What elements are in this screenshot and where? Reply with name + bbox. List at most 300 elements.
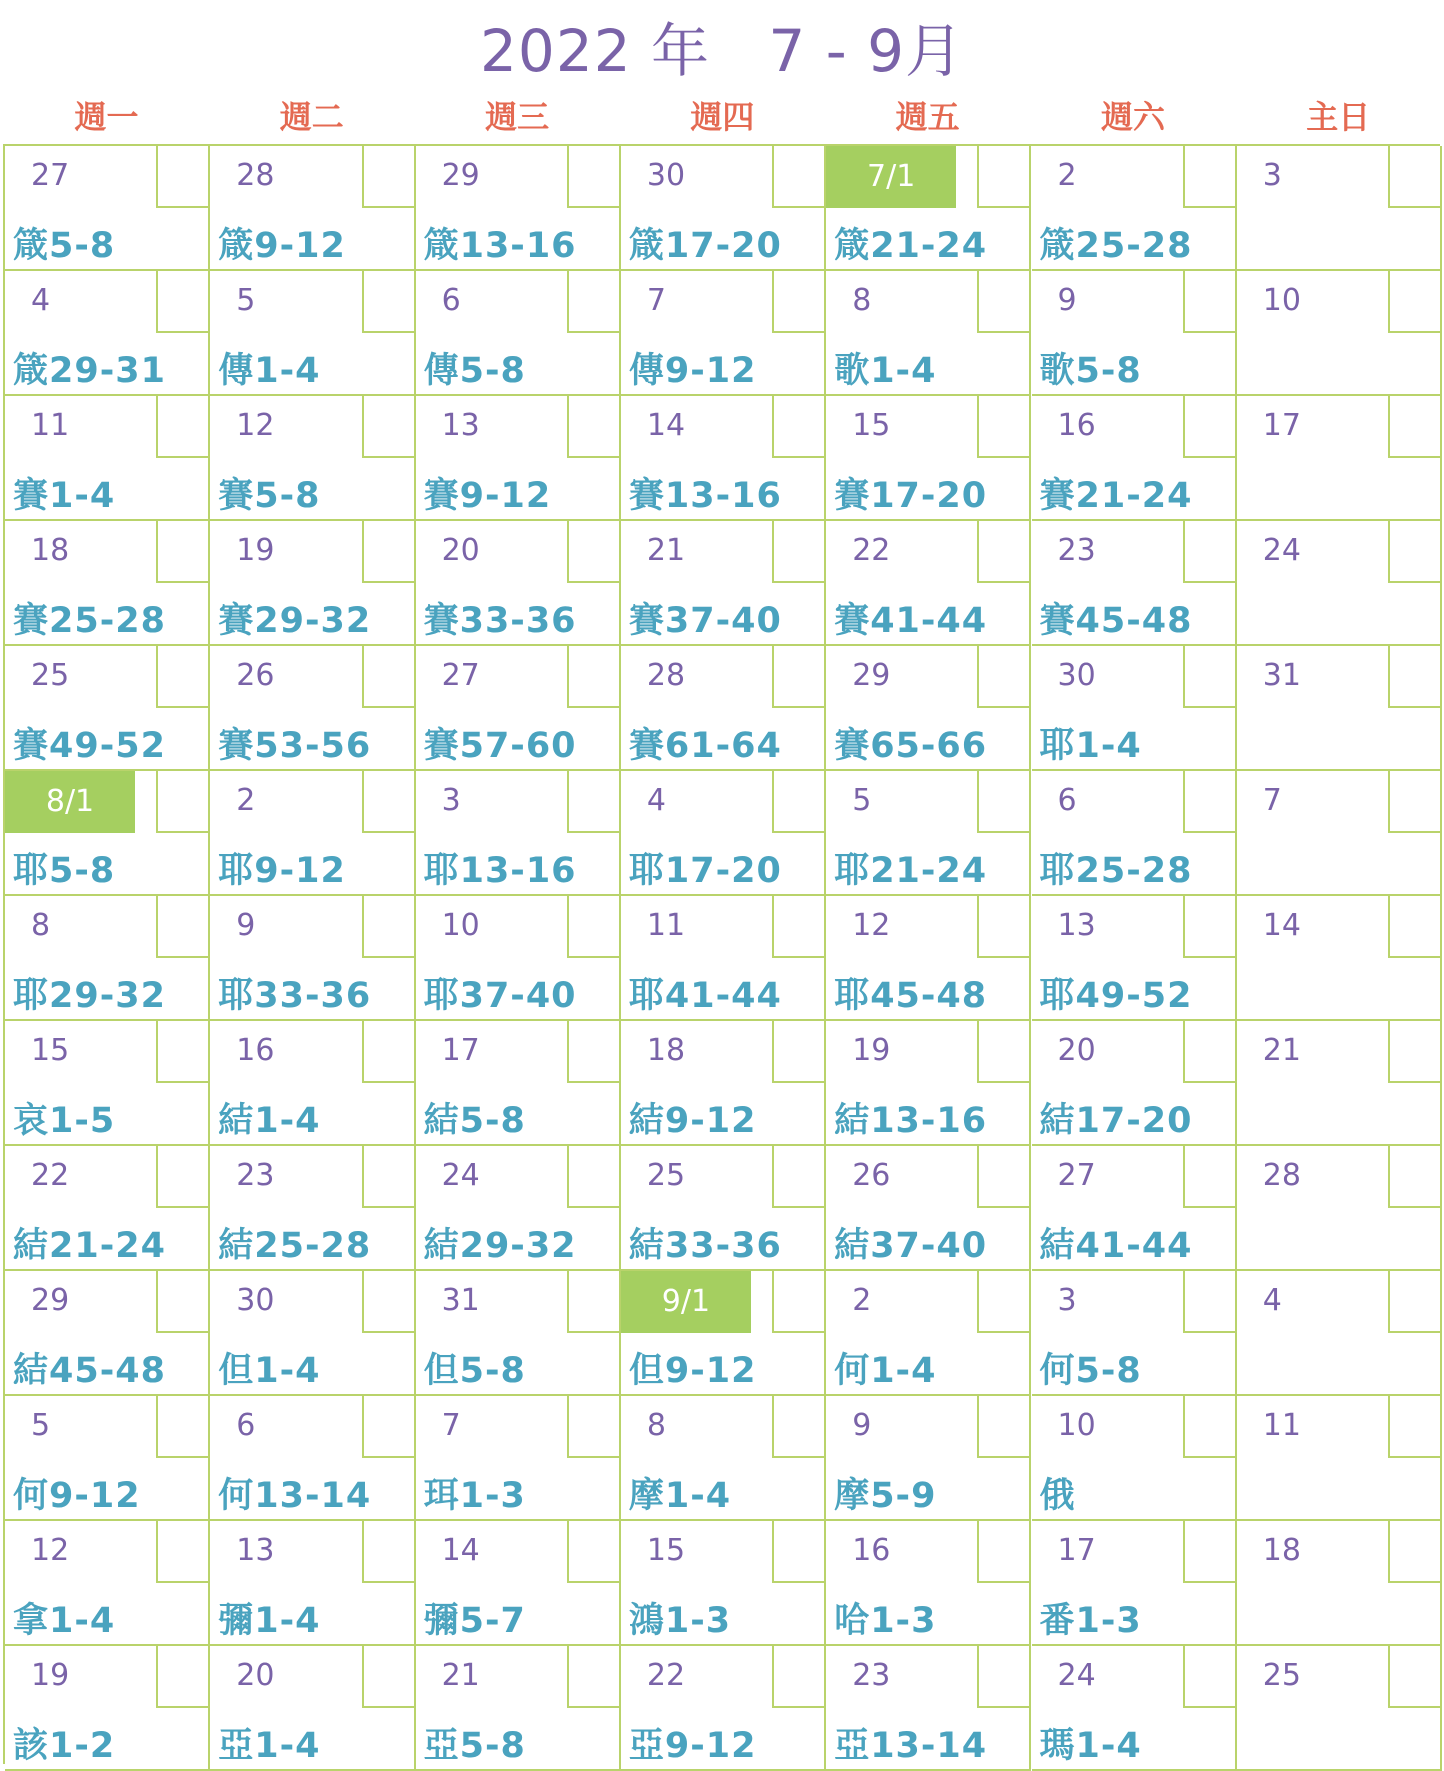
checkbox[interactable] bbox=[977, 646, 1029, 708]
checkbox[interactable] bbox=[977, 896, 1029, 958]
checkbox[interactable] bbox=[1183, 521, 1235, 583]
checkbox[interactable] bbox=[156, 896, 208, 958]
reading-passage: 賽57-60 bbox=[423, 726, 577, 766]
day-cell bbox=[210, 146, 415, 271]
day-cell bbox=[826, 1271, 1031, 1396]
day-number: 6 bbox=[1057, 783, 1077, 818]
day-number: 18 bbox=[1262, 1533, 1301, 1568]
checkbox[interactable] bbox=[156, 1271, 208, 1333]
day-number: 5 bbox=[31, 1408, 51, 1443]
checkbox[interactable] bbox=[567, 896, 619, 958]
day-number: 11 bbox=[31, 408, 70, 443]
title-year: 2022 年 bbox=[480, 17, 711, 85]
checkbox[interactable] bbox=[567, 646, 619, 708]
weekday-header: 週五 bbox=[895, 98, 960, 136]
reading-passage: 耶29-32 bbox=[13, 976, 166, 1016]
day-number: 2 bbox=[236, 783, 256, 818]
reading-passage: 耶5-8 bbox=[13, 851, 116, 891]
day-cell bbox=[210, 1521, 415, 1646]
reading-passage: 結45-48 bbox=[13, 1351, 166, 1391]
day-number: 5 bbox=[852, 783, 872, 818]
day-number: 14 bbox=[646, 408, 686, 443]
day-number: 30 bbox=[1057, 658, 1096, 693]
day-number: 14 bbox=[1262, 908, 1301, 943]
checkbox[interactable] bbox=[977, 396, 1029, 458]
day-cell bbox=[621, 271, 826, 396]
reading-passage: 結33-36 bbox=[628, 1226, 782, 1266]
day-number: 19 bbox=[31, 1658, 70, 1693]
reading-passage: 耶9-12 bbox=[218, 851, 346, 891]
weekday-header: 週一 bbox=[74, 98, 139, 136]
day-cell bbox=[210, 896, 415, 1021]
day-number: 9 bbox=[852, 1408, 872, 1443]
checkbox[interactable] bbox=[1388, 521, 1440, 583]
reading-passage: 彌1-4 bbox=[218, 1601, 321, 1641]
reading-passage: 結37-40 bbox=[834, 1226, 988, 1266]
day-cell bbox=[826, 1146, 1031, 1271]
checkbox[interactable] bbox=[1388, 1146, 1440, 1208]
checkbox[interactable] bbox=[362, 646, 414, 708]
checkbox[interactable] bbox=[567, 146, 619, 208]
checkbox[interactable] bbox=[362, 1521, 414, 1583]
day-number: 11 bbox=[646, 908, 686, 943]
reading-passage: 結5-8 bbox=[423, 1101, 526, 1141]
checkbox[interactable] bbox=[156, 271, 208, 333]
day-cell bbox=[5, 1646, 210, 1771]
day-number: 23 bbox=[236, 1158, 275, 1193]
day-cell bbox=[826, 1521, 1031, 1646]
day-number: 15 bbox=[646, 1533, 686, 1568]
day-number: 16 bbox=[236, 1033, 275, 1068]
weekday-header: 週三 bbox=[485, 98, 550, 136]
day-cell bbox=[1032, 396, 1237, 521]
day-number: 9 bbox=[236, 908, 256, 943]
day-number: 13 bbox=[236, 1533, 275, 1568]
day-cell bbox=[1032, 1396, 1237, 1521]
day-cell bbox=[210, 771, 415, 896]
day-cell bbox=[1032, 521, 1237, 646]
day-cell bbox=[416, 146, 621, 271]
day-cell bbox=[210, 1646, 415, 1771]
reading-passage: 箴25-28 bbox=[1039, 226, 1193, 266]
reading-passage: 亞13-14 bbox=[834, 1726, 988, 1766]
day-cell bbox=[621, 1146, 826, 1271]
day-cell bbox=[1032, 896, 1237, 1021]
checkbox[interactable] bbox=[567, 1646, 619, 1708]
day-cell bbox=[5, 396, 210, 521]
checkbox[interactable] bbox=[772, 396, 824, 458]
checkbox[interactable] bbox=[1388, 646, 1440, 708]
day-number: 10 bbox=[441, 908, 480, 943]
checkbox[interactable] bbox=[362, 771, 414, 833]
day-number: 12 bbox=[852, 908, 891, 943]
day-number: 4 bbox=[1262, 1283, 1282, 1318]
day-cell bbox=[1237, 1396, 1442, 1521]
day-cell bbox=[5, 646, 210, 771]
day-cell bbox=[1237, 1271, 1442, 1396]
checkbox[interactable] bbox=[772, 146, 824, 208]
day-cell bbox=[5, 146, 210, 271]
reading-passage: 賽41-44 bbox=[834, 601, 988, 641]
checkbox[interactable] bbox=[567, 271, 619, 333]
checkbox[interactable] bbox=[1183, 1021, 1235, 1083]
reading-passage: 拿1-4 bbox=[13, 1601, 116, 1641]
day-number: 7 bbox=[646, 283, 666, 318]
checkbox[interactable] bbox=[362, 1146, 414, 1208]
day-number: 21 bbox=[646, 533, 686, 568]
day-number: 25 bbox=[646, 1158, 686, 1193]
checkbox[interactable] bbox=[1388, 271, 1440, 333]
reading-passage: 耶37-40 bbox=[423, 976, 577, 1016]
reading-passage: 結1-4 bbox=[218, 1101, 321, 1141]
day-cell bbox=[416, 396, 621, 521]
day-number: 22 bbox=[31, 1158, 70, 1193]
reading-passage: 箴5-8 bbox=[13, 226, 116, 266]
checkbox[interactable] bbox=[156, 1646, 208, 1708]
reading-passage: 傳1-4 bbox=[218, 351, 321, 391]
checkbox[interactable] bbox=[1183, 646, 1235, 708]
day-cell bbox=[1032, 646, 1237, 771]
day-cell bbox=[416, 646, 621, 771]
day-cell bbox=[826, 396, 1031, 521]
reading-passage: 耶33-36 bbox=[218, 976, 372, 1016]
month-start-date: 7/1 bbox=[826, 146, 956, 208]
day-number: 31 bbox=[1262, 658, 1301, 693]
checkbox[interactable] bbox=[362, 396, 414, 458]
reading-passage: 瑪1-4 bbox=[1039, 1726, 1142, 1766]
day-cell bbox=[621, 1271, 826, 1396]
day-number: 12 bbox=[31, 1533, 70, 1568]
day-cell bbox=[210, 1396, 415, 1521]
day-cell bbox=[416, 271, 621, 396]
checkbox[interactable] bbox=[1388, 771, 1440, 833]
day-cell bbox=[416, 1521, 621, 1646]
reading-passage: 結13-16 bbox=[834, 1101, 988, 1141]
day-cell bbox=[210, 271, 415, 396]
reading-passage: 俄 bbox=[1039, 1476, 1076, 1516]
checkbox[interactable] bbox=[977, 1021, 1029, 1083]
day-cell bbox=[826, 1021, 1031, 1146]
day-cell bbox=[1032, 1146, 1237, 1271]
checkbox[interactable] bbox=[977, 1646, 1029, 1708]
day-number: 4 bbox=[646, 783, 666, 818]
checkbox[interactable] bbox=[156, 1396, 208, 1458]
day-cell bbox=[416, 1646, 621, 1771]
checkbox[interactable] bbox=[1183, 1521, 1235, 1583]
page-title bbox=[0, 4, 1444, 88]
checkbox[interactable] bbox=[772, 646, 824, 708]
day-number: 29 bbox=[852, 658, 891, 693]
checkbox[interactable] bbox=[977, 146, 1029, 208]
checkbox[interactable] bbox=[1183, 771, 1235, 833]
checkbox[interactable] bbox=[567, 1521, 619, 1583]
day-number: 22 bbox=[852, 533, 891, 568]
day-number: 25 bbox=[1262, 1658, 1301, 1693]
reading-passage: 賽37-40 bbox=[628, 601, 782, 641]
reading-passage: 哈1-3 bbox=[834, 1601, 937, 1641]
reading-passage: 亞1-4 bbox=[218, 1726, 321, 1766]
day-cell bbox=[416, 1146, 621, 1271]
checkbox[interactable] bbox=[156, 646, 208, 708]
checkbox[interactable] bbox=[772, 1146, 824, 1208]
reading-passage: 該1-2 bbox=[13, 1726, 116, 1766]
day-cell bbox=[5, 521, 210, 646]
checkbox[interactable] bbox=[567, 521, 619, 583]
reading-passage: 賽5-8 bbox=[218, 476, 321, 516]
title-range: 7 - 9月 bbox=[768, 17, 964, 85]
day-number: 28 bbox=[1262, 1158, 1301, 1193]
reading-passage: 但9-12 bbox=[628, 1351, 757, 1391]
day-cell bbox=[1237, 896, 1442, 1021]
checkbox[interactable] bbox=[156, 1021, 208, 1083]
day-number: 26 bbox=[852, 1158, 891, 1193]
checkbox[interactable] bbox=[362, 146, 414, 208]
checkbox[interactable] bbox=[772, 1271, 824, 1333]
day-number: 11 bbox=[1262, 1408, 1301, 1443]
checkbox[interactable] bbox=[1388, 1271, 1440, 1333]
day-cell bbox=[621, 521, 826, 646]
reading-passage: 耶49-52 bbox=[1039, 976, 1193, 1016]
checkbox[interactable] bbox=[772, 1646, 824, 1708]
day-number: 26 bbox=[236, 658, 275, 693]
day-cell bbox=[1237, 771, 1442, 896]
day-number: 23 bbox=[1057, 533, 1096, 568]
checkbox[interactable] bbox=[772, 521, 824, 583]
checkbox[interactable] bbox=[567, 1396, 619, 1458]
day-number: 10 bbox=[1057, 1408, 1096, 1443]
day-number: 2 bbox=[1057, 158, 1077, 193]
day-cell bbox=[826, 521, 1031, 646]
checkbox[interactable] bbox=[977, 1146, 1029, 1208]
reading-passage: 何13-14 bbox=[218, 1476, 372, 1516]
day-cell bbox=[621, 146, 826, 271]
day-cell bbox=[826, 1646, 1031, 1771]
reading-passage: 結25-28 bbox=[218, 1226, 372, 1266]
reading-passage: 耶1-4 bbox=[1039, 726, 1142, 766]
day-cell bbox=[1032, 146, 1237, 271]
checkbox[interactable] bbox=[1388, 1646, 1440, 1708]
month-start-date: 9/1 bbox=[621, 1271, 751, 1333]
checkbox[interactable] bbox=[772, 1521, 824, 1583]
day-cell bbox=[826, 646, 1031, 771]
checkbox[interactable] bbox=[156, 521, 208, 583]
reading-passage: 何1-4 bbox=[834, 1351, 937, 1391]
checkbox[interactable] bbox=[772, 1021, 824, 1083]
reading-passage: 傳9-12 bbox=[628, 351, 757, 391]
reading-passage: 賽17-20 bbox=[834, 476, 988, 516]
weekday-header: 主日 bbox=[1306, 98, 1371, 136]
reading-passage: 結17-20 bbox=[1039, 1101, 1193, 1141]
reading-passage: 耶21-24 bbox=[834, 851, 988, 891]
day-cell bbox=[826, 271, 1031, 396]
day-cell bbox=[1032, 271, 1237, 396]
checkbox[interactable] bbox=[772, 771, 824, 833]
checkbox[interactable] bbox=[362, 271, 414, 333]
day-number: 14 bbox=[441, 1533, 480, 1568]
checkbox[interactable] bbox=[156, 771, 208, 833]
checkbox[interactable] bbox=[1183, 1146, 1235, 1208]
day-number: 20 bbox=[236, 1658, 275, 1693]
day-cell bbox=[1237, 1146, 1442, 1271]
reading-passage: 箴13-16 bbox=[423, 226, 577, 266]
day-number: 31 bbox=[441, 1283, 480, 1318]
reading-passage: 傳5-8 bbox=[423, 351, 526, 391]
checkbox[interactable] bbox=[362, 1271, 414, 1333]
checkbox[interactable] bbox=[1388, 896, 1440, 958]
checkbox[interactable] bbox=[567, 1021, 619, 1083]
day-cell bbox=[5, 271, 210, 396]
reading-passage: 摩5-9 bbox=[834, 1476, 937, 1516]
reading-passage: 賽53-56 bbox=[218, 726, 372, 766]
checkbox[interactable] bbox=[567, 396, 619, 458]
checkbox[interactable] bbox=[1183, 396, 1235, 458]
reading-passage: 賽65-66 bbox=[834, 726, 988, 766]
day-cell bbox=[1237, 1021, 1442, 1146]
reading-passage: 亞5-8 bbox=[423, 1726, 526, 1766]
checkbox[interactable] bbox=[1183, 1646, 1235, 1708]
day-cell bbox=[5, 1021, 210, 1146]
reading-passage: 結9-12 bbox=[628, 1101, 757, 1141]
day-number: 17 bbox=[1057, 1533, 1096, 1568]
checkbox[interactable] bbox=[362, 896, 414, 958]
checkbox[interactable] bbox=[772, 1396, 824, 1458]
day-cell bbox=[1237, 1646, 1442, 1771]
day-cell bbox=[5, 1146, 210, 1271]
checkbox[interactable] bbox=[362, 521, 414, 583]
day-number: 15 bbox=[852, 408, 891, 443]
checkbox[interactable] bbox=[1388, 1021, 1440, 1083]
checkbox[interactable] bbox=[772, 271, 824, 333]
day-cell bbox=[210, 521, 415, 646]
checkbox[interactable] bbox=[977, 771, 1029, 833]
checkbox[interactable] bbox=[977, 1396, 1029, 1458]
day-cell bbox=[210, 1271, 415, 1396]
reading-passage: 摩1-4 bbox=[628, 1476, 732, 1516]
checkbox[interactable] bbox=[1388, 1521, 1440, 1583]
checkbox[interactable] bbox=[1388, 1396, 1440, 1458]
reading-passage: 結41-44 bbox=[1039, 1226, 1193, 1266]
checkbox[interactable] bbox=[1183, 146, 1235, 208]
calendar-grid bbox=[3, 144, 1440, 1764]
day-cell bbox=[621, 896, 826, 1021]
checkbox[interactable] bbox=[567, 771, 619, 833]
checkbox[interactable] bbox=[362, 1396, 414, 1458]
day-number: 27 bbox=[441, 658, 480, 693]
checkbox[interactable] bbox=[156, 146, 208, 208]
day-number: 2 bbox=[852, 1283, 872, 1318]
reading-passage: 賽61-64 bbox=[628, 726, 782, 766]
checkbox[interactable] bbox=[1388, 146, 1440, 208]
checkbox[interactable] bbox=[567, 1271, 619, 1333]
day-number: 28 bbox=[646, 658, 686, 693]
checkbox[interactable] bbox=[1183, 1396, 1235, 1458]
day-cell bbox=[5, 896, 210, 1021]
reading-passage: 珥1-3 bbox=[423, 1476, 526, 1516]
reading-passage: 耶25-28 bbox=[1039, 851, 1193, 891]
day-number: 18 bbox=[646, 1033, 686, 1068]
checkbox[interactable] bbox=[977, 521, 1029, 583]
day-cell bbox=[1032, 1271, 1237, 1396]
reading-passage: 箴29-31 bbox=[13, 351, 166, 391]
day-number: 3 bbox=[441, 783, 461, 818]
checkbox[interactable] bbox=[156, 396, 208, 458]
checkbox[interactable] bbox=[156, 1521, 208, 1583]
checkbox[interactable] bbox=[567, 1146, 619, 1208]
reading-passage: 番1-3 bbox=[1039, 1601, 1142, 1641]
reading-passage: 賽21-24 bbox=[1039, 476, 1193, 516]
reading-passage: 賽13-16 bbox=[628, 476, 782, 516]
day-cell bbox=[621, 771, 826, 896]
checkbox[interactable] bbox=[977, 1521, 1029, 1583]
checkbox[interactable] bbox=[1388, 396, 1440, 458]
day-cell bbox=[1237, 271, 1442, 396]
checkbox[interactable] bbox=[977, 271, 1029, 333]
day-cell bbox=[621, 396, 826, 521]
checkbox[interactable] bbox=[1183, 271, 1235, 333]
day-cell bbox=[826, 146, 1031, 271]
day-cell bbox=[416, 1396, 621, 1521]
reading-passage: 哀1-5 bbox=[13, 1101, 116, 1141]
day-number: 27 bbox=[31, 158, 70, 193]
reading-passage: 耶45-48 bbox=[834, 976, 988, 1016]
weekday-header: 週六 bbox=[1100, 98, 1165, 136]
reading-passage: 耶13-16 bbox=[423, 851, 577, 891]
day-cell bbox=[1237, 521, 1442, 646]
day-cell bbox=[1032, 1521, 1237, 1646]
day-number: 20 bbox=[1057, 1033, 1096, 1068]
day-cell bbox=[1237, 646, 1442, 771]
day-number: 7 bbox=[441, 1408, 461, 1443]
day-cell bbox=[416, 771, 621, 896]
reading-passage: 箴17-20 bbox=[628, 226, 782, 266]
checkbox[interactable] bbox=[156, 1146, 208, 1208]
checkbox[interactable] bbox=[362, 1021, 414, 1083]
day-cell bbox=[5, 1396, 210, 1521]
day-cell bbox=[416, 1021, 621, 1146]
day-number: 30 bbox=[236, 1283, 275, 1318]
day-number: 19 bbox=[236, 533, 275, 568]
reading-passage: 亞9-12 bbox=[628, 1726, 757, 1766]
day-cell bbox=[826, 771, 1031, 896]
day-cell bbox=[416, 521, 621, 646]
reading-passage: 耶17-20 bbox=[628, 851, 782, 891]
day-cell bbox=[1237, 1521, 1442, 1646]
day-cell bbox=[5, 771, 210, 896]
day-number: 3 bbox=[1057, 1283, 1077, 1318]
day-number: 16 bbox=[852, 1533, 891, 1568]
day-cell bbox=[210, 1146, 415, 1271]
reading-passage: 何5-8 bbox=[1039, 1351, 1142, 1391]
day-number: 30 bbox=[646, 158, 686, 193]
day-number: 8 bbox=[646, 1408, 666, 1443]
checkbox[interactable] bbox=[977, 1271, 1029, 1333]
reading-passage: 箴21-24 bbox=[834, 226, 988, 266]
day-number: 9 bbox=[1057, 283, 1077, 318]
day-cell bbox=[826, 896, 1031, 1021]
checkbox[interactable] bbox=[362, 1646, 414, 1708]
day-number: 19 bbox=[852, 1033, 891, 1068]
day-cell bbox=[826, 1396, 1031, 1521]
checkbox[interactable] bbox=[1183, 896, 1235, 958]
day-number: 29 bbox=[31, 1283, 70, 1318]
checkbox[interactable] bbox=[1183, 1271, 1235, 1333]
day-number: 12 bbox=[236, 408, 275, 443]
day-cell bbox=[621, 646, 826, 771]
reading-passage: 但1-4 bbox=[218, 1351, 321, 1391]
reading-passage: 賽1-4 bbox=[13, 476, 116, 516]
checkbox[interactable] bbox=[772, 896, 824, 958]
reading-passage: 歌1-4 bbox=[834, 351, 937, 391]
